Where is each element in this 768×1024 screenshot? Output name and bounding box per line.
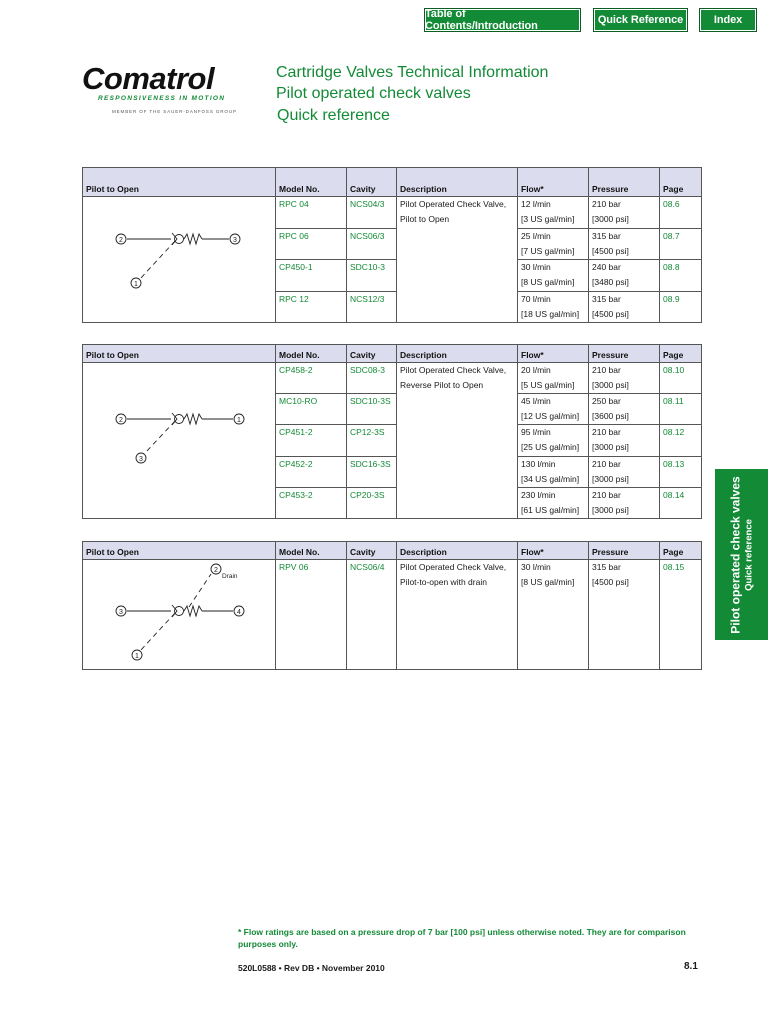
page-link[interactable]: 08.8 xyxy=(660,260,702,292)
pressure-cell xyxy=(589,456,660,487)
index-button[interactable]: Index xyxy=(699,8,757,32)
cavity[interactable]: SDC10-3S xyxy=(347,394,397,425)
cavity[interactable]: NCS04/3 xyxy=(347,197,397,229)
column-header-description: Description xyxy=(397,345,518,363)
port-label: 3 xyxy=(233,237,237,244)
valve-symbol-cell xyxy=(83,363,276,519)
check-valve-symbol-icon xyxy=(83,363,275,513)
description-cell xyxy=(397,363,518,519)
drain-label: Drain xyxy=(222,573,238,580)
port-label: 4 xyxy=(237,609,241,616)
flow-cell xyxy=(518,487,589,518)
model-number[interactable]: CP458-2 xyxy=(276,363,347,394)
cavity[interactable]: SDC10-3 xyxy=(347,260,397,292)
port-label: 1 xyxy=(237,417,241,424)
pressure-imperial: [3000 psi] xyxy=(592,473,629,484)
description-cell xyxy=(397,560,518,670)
model-number[interactable]: RPC 12 xyxy=(276,291,347,323)
valve-symbol-cell xyxy=(83,197,276,323)
document-reference: 520L0588 • Rev DB • November 2010 xyxy=(238,963,385,973)
column-header-cavity: Cavity xyxy=(347,345,397,363)
pressure-imperial: [3000 psi] xyxy=(592,504,629,515)
flow-metric: 30 l/min xyxy=(521,562,551,572)
pressure-imperial: [3000 psi] xyxy=(592,214,629,224)
pressure-metric: 315 bar xyxy=(592,562,621,572)
model-number[interactable]: CP453-2 xyxy=(276,487,347,518)
page-link[interactable]: 08.7 xyxy=(660,228,702,260)
flow-cell xyxy=(518,291,589,323)
model-number[interactable]: CP452-2 xyxy=(276,456,347,487)
column-header-flow: Flow* xyxy=(518,345,589,363)
flow-imperial: [5 US gal/min] xyxy=(521,380,575,390)
flow-cell xyxy=(518,260,589,292)
pressure-metric: 210 bar xyxy=(592,427,621,438)
column-header-model: Model No. xyxy=(276,345,347,363)
flow-imperial: [25 US gal/min] xyxy=(521,442,580,453)
column-header-pilot: Pilot to Open xyxy=(83,345,276,363)
pressure-cell xyxy=(589,197,660,229)
logo-tagline: RESPONSIVENESS IN MOTION xyxy=(98,95,226,102)
port-label: 1 xyxy=(135,653,139,660)
table-of-contents-button[interactable]: Table of Contents/Introduction xyxy=(424,8,581,32)
side-tab-subtitle: Quick reference xyxy=(743,518,754,591)
column-header-pressure: Pressure xyxy=(589,168,660,197)
flow-metric: 30 l/min xyxy=(521,262,551,272)
column-header-pilot: Pilot to Open xyxy=(83,168,276,197)
pressure-cell xyxy=(589,560,660,670)
page-link[interactable]: 08.6 xyxy=(660,197,702,229)
flow-metric: 12 l/min xyxy=(521,199,551,209)
flow-imperial: [3 US gal/min] xyxy=(521,214,575,224)
section-side-tab[interactable] xyxy=(715,469,768,640)
column-header-pilot: Pilot to Open xyxy=(83,542,276,560)
cavity[interactable]: NCS06/3 xyxy=(347,228,397,260)
flow-imperial: [61 US gal/min] xyxy=(521,504,580,515)
flow-metric: 230 l/min xyxy=(521,489,556,500)
column-header-pressure: Pressure xyxy=(589,542,660,560)
pressure-metric: 250 bar xyxy=(592,396,621,407)
flow-imperial: [8 US gal/min] xyxy=(521,277,575,287)
description-line: Pilot Operated Check Valve, xyxy=(400,199,507,209)
flow-imperial: [34 US gal/min] xyxy=(521,473,580,484)
document-subtitle: Pilot operated check valves xyxy=(276,85,471,102)
page-number: 8.1 xyxy=(684,961,698,972)
valve-symbol-cell xyxy=(83,560,276,670)
flow-metric: 20 l/min xyxy=(521,365,551,375)
port-label: 2 xyxy=(214,567,218,574)
description-line: Pilot Operated Check Valve, xyxy=(400,562,507,572)
model-number[interactable]: RPC 06 xyxy=(276,228,347,260)
flow-cell xyxy=(518,560,589,670)
pressure-cell xyxy=(589,260,660,292)
side-tab-title: Pilot operated check valves xyxy=(728,475,742,634)
pressure-metric: 240 bar xyxy=(592,262,621,272)
pressure-metric: 210 bar xyxy=(592,365,621,375)
page-link[interactable]: 08.11 xyxy=(660,394,702,425)
pressure-cell xyxy=(589,291,660,323)
flow-imperial: [18 US gal/min] xyxy=(521,308,580,319)
pressure-metric: 210 bar xyxy=(592,199,621,209)
flow-cell xyxy=(518,228,589,260)
flow-cell xyxy=(518,197,589,229)
flow-metric: 25 l/min xyxy=(521,230,551,241)
pressure-cell xyxy=(589,228,660,260)
page-link[interactable]: 08.10 xyxy=(660,363,702,394)
column-header-model: Model No. xyxy=(276,542,347,560)
port-label: 2 xyxy=(119,417,123,424)
port-label: 3 xyxy=(119,609,123,616)
pressure-imperial: [4500 psi] xyxy=(592,577,629,587)
logo-wordmark: Comatrol xyxy=(82,61,215,96)
cavity[interactable]: NCS06/4 xyxy=(347,560,397,670)
flow-cell xyxy=(518,425,589,456)
pressure-metric: 315 bar xyxy=(592,293,621,304)
flow-metric: 70 l/min xyxy=(521,293,551,304)
port-label: 2 xyxy=(119,237,123,244)
flow-metric: 45 l/min xyxy=(521,396,551,407)
document-title: Cartridge Valves Technical Information xyxy=(276,64,549,81)
pressure-imperial: [4500 psi] xyxy=(592,308,629,319)
description-cell xyxy=(397,197,518,323)
pressure-metric: 315 bar xyxy=(592,230,621,241)
page-link[interactable]: 08.9 xyxy=(660,291,702,323)
flow-cell xyxy=(518,394,589,425)
table-row xyxy=(83,197,702,229)
cavity[interactable]: CP12-3S xyxy=(347,425,397,456)
description-line: Pilot to Open xyxy=(400,214,450,224)
reference-table-3 xyxy=(82,541,702,670)
logo-member-line: MEMBER OF THE SAUER-DANFOSS GROUP xyxy=(112,109,237,114)
table-row xyxy=(83,560,702,670)
column-header-cavity: Cavity xyxy=(347,542,397,560)
cavity[interactable]: SDC08-3 xyxy=(347,363,397,394)
column-header-page: Page xyxy=(660,345,702,363)
reference-table-2 xyxy=(82,344,702,519)
pressure-imperial: [3000 psi] xyxy=(592,380,629,390)
reference-table-1 xyxy=(82,167,702,323)
section-title: Quick reference xyxy=(277,107,390,124)
pressure-metric: 210 bar xyxy=(592,489,621,500)
column-header-pressure: Pressure xyxy=(589,345,660,363)
column-header-cavity: Cavity xyxy=(347,168,397,197)
model-number[interactable]: RPV 06 xyxy=(276,560,347,670)
page-link[interactable]: 08.13 xyxy=(660,456,702,487)
flow-cell xyxy=(518,456,589,487)
check-valve-drain-symbol-icon xyxy=(83,560,275,664)
column-header-description: Description xyxy=(397,168,518,197)
column-header-model: Model No. xyxy=(276,168,347,197)
flow-imperial: [7 US gal/min] xyxy=(521,245,575,256)
pressure-cell xyxy=(589,425,660,456)
column-header-page: Page xyxy=(660,168,702,197)
page-link[interactable]: 08.15 xyxy=(660,560,702,670)
pressure-imperial: [3000 psi] xyxy=(592,442,629,453)
description-line: Pilot-to-open with drain xyxy=(400,577,487,587)
quick-reference-button[interactable]: Quick Reference xyxy=(593,8,688,32)
pressure-imperial: [3600 psi] xyxy=(592,411,629,422)
pressure-metric: 210 bar xyxy=(592,458,621,469)
column-header-description: Description xyxy=(397,542,518,560)
port-label: 3 xyxy=(139,456,143,463)
cavity[interactable]: SDC16-3S xyxy=(347,456,397,487)
flow-footnote: * Flow ratings are based on a pressure drop of 7 bar [100 psi] unless otherwise noted. They are for comparison purposes only. xyxy=(238,927,686,949)
column-header-flow: Flow* xyxy=(518,542,589,560)
flow-metric: 130 l/min xyxy=(521,458,556,469)
description-line: Reverse Pilot to Open xyxy=(400,380,484,390)
comatrol-logo xyxy=(82,62,264,120)
pressure-cell xyxy=(589,487,660,518)
flow-cell xyxy=(518,363,589,394)
check-valve-symbol-icon xyxy=(83,197,275,317)
cavity[interactable]: CP20-3S xyxy=(347,487,397,518)
pressure-cell xyxy=(589,394,660,425)
port-label: 1 xyxy=(134,281,138,288)
model-number[interactable]: MC10-RO xyxy=(276,394,347,425)
column-header-page: Page xyxy=(660,542,702,560)
pressure-cell xyxy=(589,363,660,394)
model-number[interactable]: CP451-2 xyxy=(276,425,347,456)
column-header-flow: Flow* xyxy=(518,168,589,197)
page-link[interactable]: 08.12 xyxy=(660,425,702,456)
page-link[interactable]: 08.14 xyxy=(660,487,702,518)
cavity[interactable]: NCS12/3 xyxy=(347,291,397,323)
flow-imperial: [8 US gal/min] xyxy=(521,577,575,587)
model-number[interactable]: RPC 04 xyxy=(276,197,347,229)
flow-metric: 95 l/min xyxy=(521,427,551,438)
model-number[interactable]: CP450-1 xyxy=(276,260,347,292)
flow-imperial: [12 US gal/min] xyxy=(521,411,580,422)
pressure-imperial: [3480 psi] xyxy=(592,277,629,287)
description-line: Pilot Operated Check Valve, xyxy=(400,365,507,375)
pressure-imperial: [4500 psi] xyxy=(592,245,629,256)
table-row xyxy=(83,363,702,394)
